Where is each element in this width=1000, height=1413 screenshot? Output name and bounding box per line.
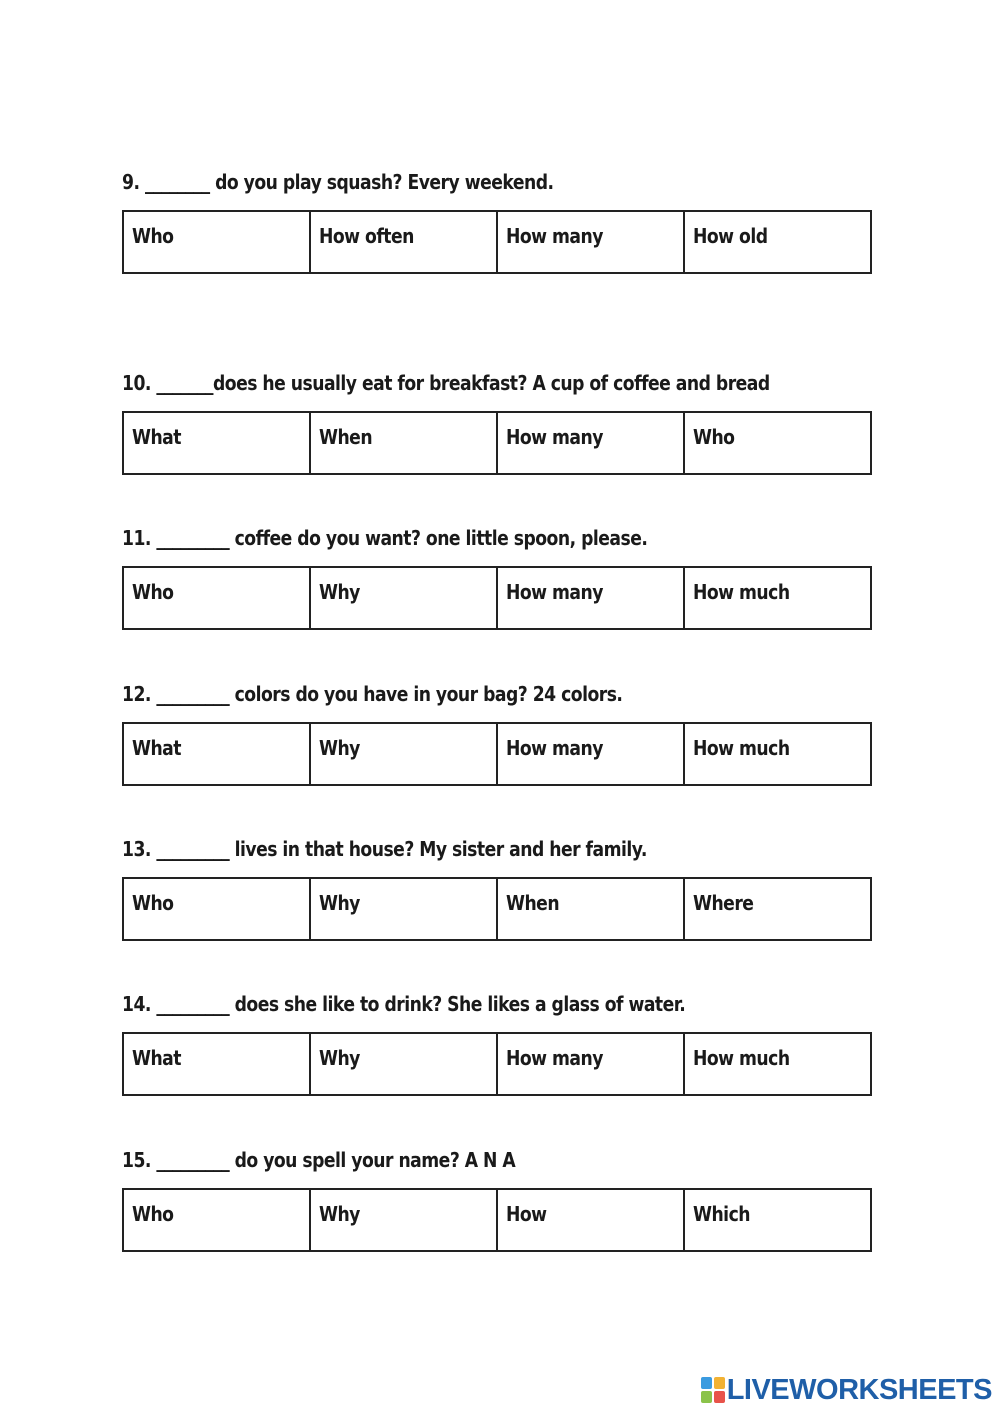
option-label: Who [132, 580, 174, 604]
option-label: How old [693, 224, 768, 248]
option-13-d[interactable] [685, 879, 870, 939]
question-9-options [122, 210, 872, 274]
question-13-options [122, 877, 872, 941]
option-label: How much [693, 736, 790, 760]
option-label: How many [506, 580, 603, 604]
question-10-options [122, 411, 872, 475]
option-label: How many [506, 736, 603, 760]
question-13-text: 13. _________ lives in that house? My sister and her family. [122, 837, 647, 861]
question-12 [122, 681, 882, 760]
option-12-d[interactable] [685, 724, 870, 784]
question-14 [122, 991, 882, 1070]
question-11 [122, 525, 882, 604]
option-label: How much [693, 580, 790, 604]
option-10-b[interactable] [311, 413, 498, 473]
option-13-a[interactable] [124, 879, 311, 939]
option-10-a[interactable] [124, 413, 311, 473]
option-label: Why [319, 891, 360, 915]
option-label: Which [693, 1202, 750, 1226]
question-11-text: 11. _________ coffee do you want? one little spoon, please. [122, 526, 648, 550]
liveworksheets-logo [701, 1373, 992, 1407]
option-10-c[interactable] [498, 413, 685, 473]
option-12-b[interactable] [311, 724, 498, 784]
option-13-b[interactable] [311, 879, 498, 939]
option-label: What [132, 736, 181, 760]
option-11-a[interactable] [124, 568, 311, 628]
logo-tile [714, 1391, 725, 1403]
question-14-options [122, 1032, 872, 1096]
question-13 [122, 836, 882, 915]
option-14-c[interactable] [498, 1034, 685, 1094]
option-15-b[interactable] [311, 1190, 498, 1250]
option-11-b[interactable] [311, 568, 498, 628]
option-12-c[interactable] [498, 724, 685, 784]
option-9-b[interactable] [311, 212, 498, 272]
option-9-c[interactable] [498, 212, 685, 272]
option-label: Who [132, 1202, 174, 1226]
option-11-c[interactable] [498, 568, 685, 628]
question-14-text: 14. _________ does she like to drink? She likes a glass of water. [122, 992, 686, 1016]
option-label: Who [693, 425, 735, 449]
option-label: Why [319, 736, 360, 760]
option-10-d[interactable] [685, 413, 870, 473]
option-14-a[interactable] [124, 1034, 311, 1094]
question-15-options [122, 1188, 872, 1252]
option-label: How many [506, 1046, 603, 1070]
logo-tile [714, 1377, 725, 1389]
option-14-b[interactable] [311, 1034, 498, 1094]
option-label: What [132, 1046, 181, 1070]
option-15-c[interactable] [498, 1190, 685, 1250]
option-label: What [132, 425, 181, 449]
option-label: Why [319, 1202, 360, 1226]
question-11-options [122, 566, 872, 630]
question-10 [122, 370, 882, 449]
logo-tile [701, 1391, 712, 1403]
option-label: How many [506, 224, 603, 248]
option-label: How many [506, 425, 603, 449]
question-9 [122, 169, 882, 248]
question-12-text: 12. _________ colors do you have in your bag? 24 colors. [122, 682, 623, 706]
option-label: Who [132, 891, 174, 915]
option-13-c[interactable] [498, 879, 685, 939]
option-label: How much [693, 1046, 790, 1070]
option-12-a[interactable] [124, 724, 311, 784]
question-12-options [122, 722, 872, 786]
option-9-d[interactable] [685, 212, 870, 272]
option-label: When [319, 425, 373, 449]
option-15-d[interactable] [685, 1190, 870, 1250]
option-11-d[interactable] [685, 568, 870, 628]
option-15-a[interactable] [124, 1190, 311, 1250]
logo-text: LIVEWORKSHEETS [726, 1373, 992, 1406]
question-15-text: 15. _________ do you spell your name? A N A [122, 1148, 516, 1172]
question-9-text: 9. ________ do you play squash? Every weekend. [122, 170, 554, 194]
option-label: How often [319, 224, 414, 248]
question-15 [122, 1147, 882, 1226]
option-label: When [506, 891, 560, 915]
option-label: Why [319, 1046, 360, 1070]
liveworksheets-logo-icon [701, 1377, 725, 1403]
option-label: How [506, 1202, 547, 1226]
option-14-d[interactable] [685, 1034, 870, 1094]
option-label: Who [132, 224, 174, 248]
logo-tile [701, 1377, 712, 1389]
option-label: Where [693, 891, 754, 915]
option-9-a[interactable] [124, 212, 311, 272]
option-label: Why [319, 580, 360, 604]
question-10-text: 10. _______does he usually eat for breakfast? A cup of coffee and bread [122, 371, 770, 395]
